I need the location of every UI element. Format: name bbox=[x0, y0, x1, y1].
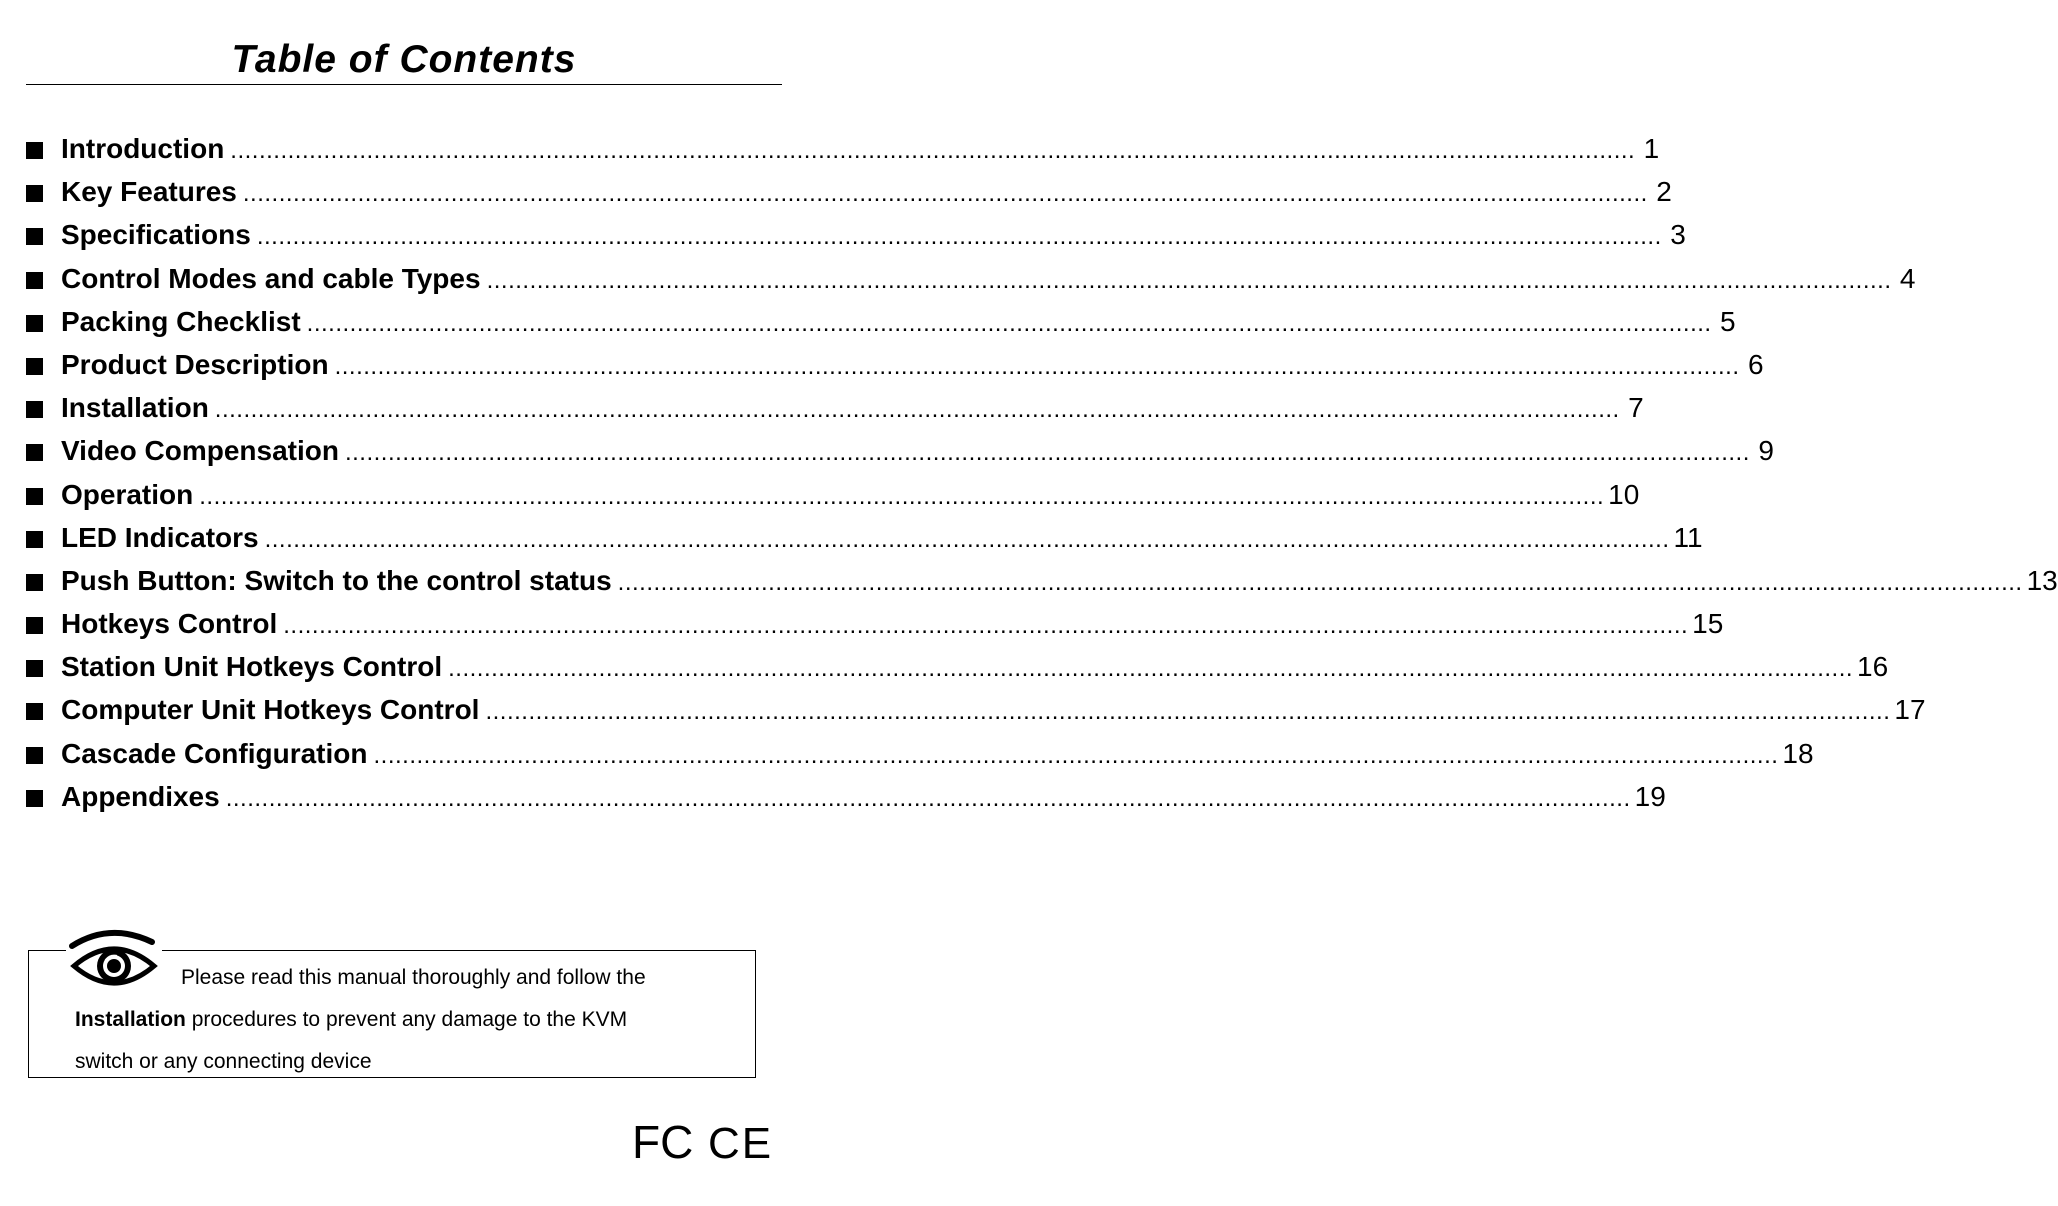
square-bullet-icon bbox=[26, 703, 43, 720]
toc-item[interactable] bbox=[26, 775, 1666, 818]
dot-leader bbox=[226, 777, 1631, 820]
toc-item[interactable] bbox=[26, 257, 1916, 300]
toc-item-page: 2 bbox=[1656, 176, 1672, 208]
toc-item-label: Hotkeys Control bbox=[61, 608, 278, 640]
toc-item[interactable] bbox=[26, 602, 1724, 645]
dot-leader bbox=[485, 690, 1890, 733]
notice-text bbox=[75, 957, 735, 1083]
toc-item-label: Key Features bbox=[61, 176, 237, 208]
toc-item[interactable] bbox=[26, 473, 1640, 516]
notice-text-end: switch or any connecting device bbox=[75, 1050, 372, 1073]
toc-item-label: Installation bbox=[61, 392, 209, 424]
square-bullet-icon bbox=[26, 401, 43, 418]
toc-item-page: 15 bbox=[1692, 608, 1724, 640]
toc-item-page: 11 bbox=[1673, 521, 1703, 553]
toc-item[interactable] bbox=[26, 386, 1644, 429]
square-bullet-icon bbox=[26, 531, 43, 548]
dot-leader bbox=[618, 561, 2023, 604]
toc-item-page: 18 bbox=[1782, 737, 1814, 769]
svg-text:CE: CE bbox=[708, 1119, 774, 1168]
toc-item-label: Packing Checklist bbox=[61, 305, 301, 337]
toc-item-page: 6 bbox=[1747, 348, 1764, 380]
square-bullet-icon bbox=[26, 228, 43, 245]
square-bullet-icon bbox=[26, 358, 43, 375]
toc-item-page: 9 bbox=[1758, 435, 1774, 467]
notice-text-middle: procedures to prevent any damage to the KVM bbox=[191, 1008, 628, 1031]
toc-item[interactable] bbox=[26, 559, 2058, 602]
dot-leader bbox=[265, 518, 1670, 561]
notice-text-intro: Please read this manual thoroughly and follow the bbox=[181, 966, 646, 989]
table-of-contents bbox=[26, 127, 2058, 818]
square-bullet-icon bbox=[26, 574, 43, 591]
toc-item-label: Operation bbox=[61, 478, 194, 510]
square-bullet-icon bbox=[26, 272, 43, 289]
dot-leader bbox=[373, 734, 1778, 777]
toc-item[interactable] bbox=[26, 213, 1686, 256]
toc-item[interactable] bbox=[26, 645, 1889, 688]
toc-item-label: Push Button: Switch to the control status bbox=[61, 564, 612, 596]
fcc-logo bbox=[632, 1116, 693, 1168]
toc-item[interactable] bbox=[26, 429, 1774, 472]
toc-item[interactable] bbox=[26, 732, 1814, 775]
dot-leader bbox=[283, 604, 1688, 647]
toc-item-page: 3 bbox=[1670, 219, 1686, 251]
page-title: Table of Contents bbox=[231, 38, 577, 81]
svg-text:FC: FC bbox=[632, 1116, 694, 1168]
toc-item-page: 4 bbox=[1899, 262, 1916, 294]
toc-item-page: 16 bbox=[1857, 651, 1889, 683]
dot-leader bbox=[230, 129, 1635, 172]
dot-leader bbox=[307, 302, 1712, 345]
toc-item-page: 13 bbox=[2026, 564, 2058, 596]
toc-item-label: Product Description bbox=[61, 348, 329, 380]
toc-item-page: 17 bbox=[1894, 694, 1926, 726]
dot-leader bbox=[243, 172, 1648, 215]
square-bullet-icon bbox=[26, 185, 43, 202]
dot-leader bbox=[448, 647, 1853, 690]
toc-item-label: Introduction bbox=[61, 133, 225, 164]
square-bullet-icon bbox=[26, 315, 43, 332]
square-bullet-icon bbox=[26, 444, 43, 461]
dot-leader bbox=[345, 431, 1750, 474]
square-bullet-icon bbox=[26, 790, 43, 807]
title-divider bbox=[26, 84, 782, 85]
toc-item-page: 1 bbox=[1643, 133, 1660, 164]
square-bullet-icon bbox=[26, 617, 43, 634]
toc-item-label: Appendixes bbox=[61, 780, 220, 812]
certification-logos bbox=[632, 1116, 774, 1168]
toc-item[interactable] bbox=[26, 170, 1672, 213]
ce-logo bbox=[708, 1119, 773, 1168]
square-bullet-icon bbox=[26, 660, 43, 677]
square-bullet-icon bbox=[26, 488, 43, 505]
toc-item-label: Control Modes and cable Types bbox=[61, 262, 481, 294]
dot-leader bbox=[335, 345, 1740, 388]
toc-item-page: 10 bbox=[1608, 478, 1640, 510]
notice-text-bold: Installation bbox=[75, 1008, 186, 1031]
square-bullet-icon bbox=[26, 747, 43, 764]
toc-item-page: 7 bbox=[1628, 392, 1644, 424]
toc-item[interactable] bbox=[26, 688, 1926, 731]
toc-item-label: Specifications bbox=[61, 219, 251, 251]
toc-item-label: Station Unit Hotkeys Control bbox=[61, 651, 443, 683]
toc-item-label: Cascade Configuration bbox=[61, 737, 368, 769]
dot-leader bbox=[487, 259, 1892, 302]
eye-icon bbox=[66, 924, 162, 994]
square-bullet-icon bbox=[26, 142, 43, 159]
toc-item-label: Video Compensation bbox=[61, 435, 339, 467]
dot-leader bbox=[199, 475, 1604, 518]
toc-item[interactable] bbox=[26, 343, 1764, 386]
toc-item-label: LED Indicators bbox=[61, 521, 259, 553]
toc-item[interactable] bbox=[26, 516, 1703, 559]
toc-item-page: 19 bbox=[1634, 780, 1666, 812]
toc-item-label: Computer Unit Hotkeys Control bbox=[61, 694, 480, 726]
dot-leader bbox=[257, 215, 1662, 258]
toc-item-page: 5 bbox=[1720, 305, 1736, 337]
dot-leader bbox=[215, 388, 1620, 431]
toc-item[interactable] bbox=[26, 127, 1660, 170]
toc-item[interactable] bbox=[26, 300, 1736, 343]
